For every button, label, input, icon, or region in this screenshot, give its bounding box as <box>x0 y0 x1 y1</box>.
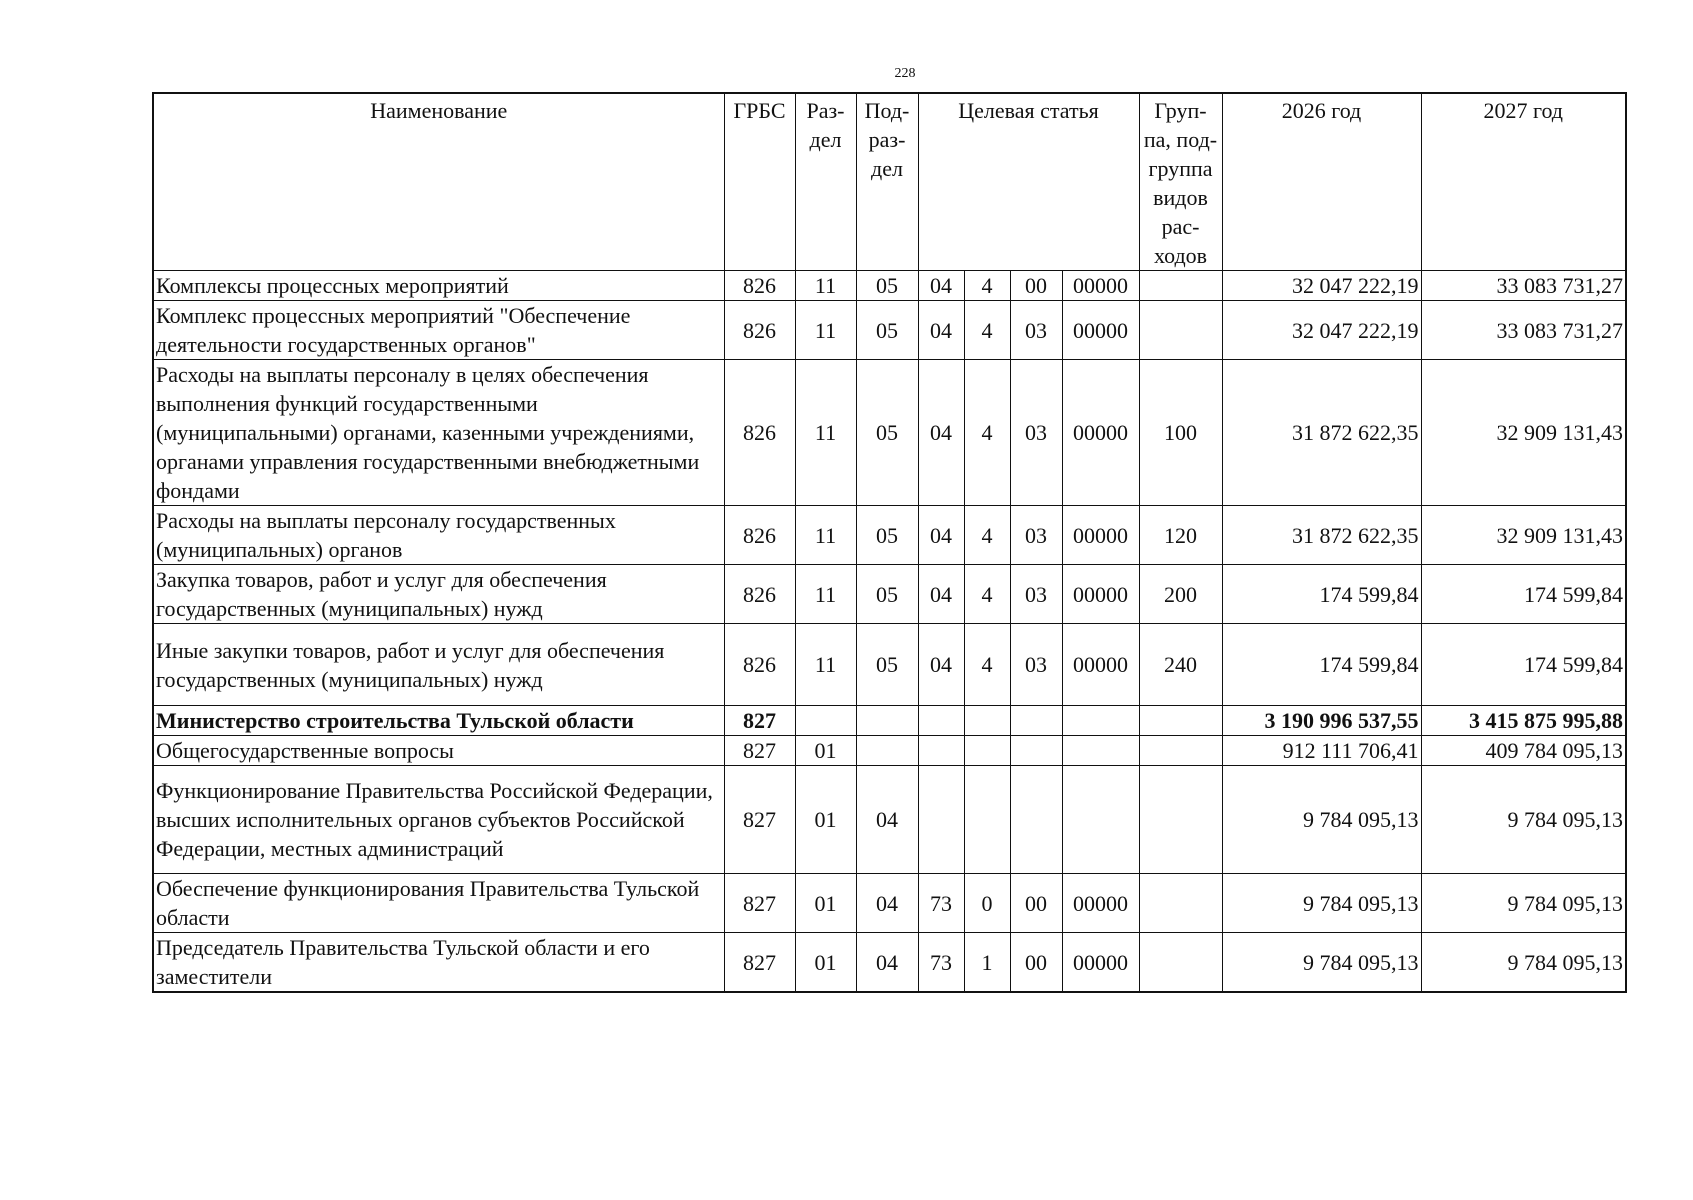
cell-expense-group <box>1139 706 1222 736</box>
cell-razdel <box>795 706 856 736</box>
header-razdel: Раз-дел <box>795 93 856 271</box>
cell-target-direction: 00000 <box>1062 506 1139 565</box>
cell-razdel: 01 <box>795 736 856 766</box>
cell-target-program <box>918 736 964 766</box>
cell-target-program: 04 <box>918 624 964 706</box>
cell-razdel: 11 <box>795 506 856 565</box>
cell-target-type <box>964 736 1010 766</box>
cell-name: Закупка товаров, работ и услуг для обеспечения государственных (муниципальных) нужд <box>153 565 724 624</box>
cell-target-program: 04 <box>918 271 964 301</box>
cell-podrazdel: 04 <box>856 933 918 993</box>
cell-target-direction: 00000 <box>1062 271 1139 301</box>
cell-amount-2027: 409 784 095,13 <box>1421 736 1626 766</box>
header-name: Наименование <box>153 93 724 271</box>
table-row <box>153 706 1626 736</box>
cell-razdel: 11 <box>795 271 856 301</box>
cell-name: Министерство строительства Тульской области <box>153 706 724 736</box>
cell-name: Функционирование Правительства Российской Федерации, высших исполнительных органов субъектов Российской Федерации, местных администраций <box>153 766 724 874</box>
table-row <box>153 506 1626 565</box>
cell-amount-2027: 9 784 095,13 <box>1421 933 1626 993</box>
cell-target-subprogram: 00 <box>1010 271 1062 301</box>
cell-grbs: 826 <box>724 301 795 360</box>
cell-expense-group <box>1139 736 1222 766</box>
cell-name: Комплексы процессных мероприятий <box>153 271 724 301</box>
cell-razdel: 11 <box>795 301 856 360</box>
cell-name: Иные закупки товаров, работ и услуг для обеспечения государственных (муниципальных) нужд <box>153 624 724 706</box>
header-year-2026: 2026 год <box>1222 93 1421 271</box>
cell-target-type <box>964 766 1010 874</box>
cell-amount-2026: 9 784 095,13 <box>1222 874 1421 933</box>
cell-amount-2027: 32 909 131,43 <box>1421 360 1626 506</box>
cell-name: Расходы на выплаты персоналу государственных (муниципальных) органов <box>153 506 724 565</box>
cell-amount-2027: 9 784 095,13 <box>1421 766 1626 874</box>
cell-target-direction: 00000 <box>1062 874 1139 933</box>
cell-razdel: 11 <box>795 624 856 706</box>
cell-expense-group: 100 <box>1139 360 1222 506</box>
cell-target-subprogram: 03 <box>1010 565 1062 624</box>
table-row <box>153 874 1626 933</box>
cell-grbs: 826 <box>724 360 795 506</box>
cell-target-program: 04 <box>918 565 964 624</box>
cell-target-program: 73 <box>918 933 964 993</box>
page-number: 228 <box>894 66 916 81</box>
header-year-2027: 2027 год <box>1421 93 1626 271</box>
cell-grbs: 826 <box>724 271 795 301</box>
cell-name: Расходы на выплаты персоналу в целях обеспечения выполнения функций государственными (муниципальными) органами, казенными учреждениями, органами управления государственными внебюджетными фондами <box>153 360 724 506</box>
cell-podrazdel: 05 <box>856 360 918 506</box>
cell-amount-2027: 33 083 731,27 <box>1421 271 1626 301</box>
table-row <box>153 271 1626 301</box>
cell-target-type: 4 <box>964 565 1010 624</box>
budget-table <box>152 92 1627 993</box>
cell-expense-group: 120 <box>1139 506 1222 565</box>
header-row <box>153 93 1626 271</box>
cell-expense-group <box>1139 271 1222 301</box>
cell-target-subprogram: 03 <box>1010 624 1062 706</box>
cell-amount-2027: 9 784 095,13 <box>1421 874 1626 933</box>
cell-target-type: 4 <box>964 301 1010 360</box>
cell-target-type: 0 <box>964 874 1010 933</box>
cell-target-program: 04 <box>918 360 964 506</box>
cell-grbs: 827 <box>724 766 795 874</box>
cell-podrazdel: 04 <box>856 874 918 933</box>
cell-razdel: 11 <box>795 565 856 624</box>
cell-target-direction: 00000 <box>1062 360 1139 506</box>
cell-amount-2027: 32 909 131,43 <box>1421 506 1626 565</box>
cell-expense-group: 200 <box>1139 565 1222 624</box>
cell-target-direction: 00000 <box>1062 624 1139 706</box>
cell-name: Общегосударственные вопросы <box>153 736 724 766</box>
table-body <box>153 271 1626 993</box>
cell-expense-group <box>1139 301 1222 360</box>
header-grbs: ГРБС <box>724 93 795 271</box>
cell-target-direction: 00000 <box>1062 301 1139 360</box>
cell-amount-2026: 9 784 095,13 <box>1222 766 1421 874</box>
cell-amount-2026: 174 599,84 <box>1222 565 1421 624</box>
cell-amount-2026: 32 047 222,19 <box>1222 271 1421 301</box>
cell-podrazdel <box>856 736 918 766</box>
cell-target-direction: 00000 <box>1062 565 1139 624</box>
cell-amount-2026: 912 111 706,41 <box>1222 736 1421 766</box>
cell-razdel: 01 <box>795 874 856 933</box>
cell-expense-group <box>1139 766 1222 874</box>
cell-razdel: 11 <box>795 360 856 506</box>
cell-target-direction <box>1062 706 1139 736</box>
cell-target-direction <box>1062 736 1139 766</box>
cell-target-program: 73 <box>918 874 964 933</box>
cell-target-subprogram: 00 <box>1010 933 1062 993</box>
header-target-article: Целевая статья <box>918 93 1139 271</box>
cell-amount-2027: 33 083 731,27 <box>1421 301 1626 360</box>
cell-name: Обеспечение функционирования Правительства Тульской области <box>153 874 724 933</box>
cell-target-program <box>918 706 964 736</box>
cell-expense-group <box>1139 874 1222 933</box>
cell-expense-group <box>1139 933 1222 993</box>
cell-podrazdel: 04 <box>856 766 918 874</box>
cell-podrazdel <box>856 706 918 736</box>
cell-grbs: 827 <box>724 736 795 766</box>
cell-grbs: 826 <box>724 506 795 565</box>
cell-target-subprogram: 03 <box>1010 301 1062 360</box>
cell-amount-2026: 3 190 996 537,55 <box>1222 706 1421 736</box>
table-row <box>153 360 1626 506</box>
cell-target-type: 4 <box>964 506 1010 565</box>
cell-target-subprogram: 03 <box>1010 506 1062 565</box>
cell-target-type <box>964 706 1010 736</box>
cell-target-subprogram <box>1010 706 1062 736</box>
cell-podrazdel: 05 <box>856 301 918 360</box>
cell-target-program: 04 <box>918 506 964 565</box>
cell-podrazdel: 05 <box>856 506 918 565</box>
cell-amount-2026: 31 872 622,35 <box>1222 506 1421 565</box>
cell-name: Председатель Правительства Тульской области и его заместители <box>153 933 724 993</box>
cell-grbs: 827 <box>724 706 795 736</box>
cell-name: Комплекс процессных мероприятий "Обеспечение деятельности государственных органов" <box>153 301 724 360</box>
cell-amount-2026: 32 047 222,19 <box>1222 301 1421 360</box>
table-row <box>153 736 1626 766</box>
cell-target-program <box>918 766 964 874</box>
cell-amount-2027: 174 599,84 <box>1421 624 1626 706</box>
cell-expense-group: 240 <box>1139 624 1222 706</box>
cell-target-program: 04 <box>918 301 964 360</box>
cell-amount-2026: 9 784 095,13 <box>1222 933 1421 993</box>
cell-podrazdel: 05 <box>856 565 918 624</box>
cell-target-type: 4 <box>964 360 1010 506</box>
cell-target-type: 1 <box>964 933 1010 993</box>
table-row <box>153 565 1626 624</box>
table-row <box>153 301 1626 360</box>
cell-razdel: 01 <box>795 933 856 993</box>
cell-target-direction <box>1062 766 1139 874</box>
cell-target-type: 4 <box>964 271 1010 301</box>
cell-target-subprogram: 00 <box>1010 874 1062 933</box>
table-row <box>153 933 1626 993</box>
cell-razdel: 01 <box>795 766 856 874</box>
cell-target-subprogram <box>1010 736 1062 766</box>
header-expense-group: Груп-па, под-группа видов рас-ходов <box>1139 93 1222 271</box>
header-podrazdel: Под-раз-дел <box>856 93 918 271</box>
cell-amount-2027: 174 599,84 <box>1421 565 1626 624</box>
cell-podrazdel: 05 <box>856 271 918 301</box>
cell-amount-2026: 31 872 622,35 <box>1222 360 1421 506</box>
cell-grbs: 826 <box>724 565 795 624</box>
cell-podrazdel: 05 <box>856 624 918 706</box>
cell-target-subprogram <box>1010 766 1062 874</box>
table-row <box>153 624 1626 706</box>
cell-grbs: 827 <box>724 874 795 933</box>
cell-target-type: 4 <box>964 624 1010 706</box>
cell-target-subprogram: 03 <box>1010 360 1062 506</box>
cell-amount-2027: 3 415 875 995,88 <box>1421 706 1626 736</box>
table-row <box>153 766 1626 874</box>
cell-grbs: 826 <box>724 624 795 706</box>
cell-grbs: 827 <box>724 933 795 993</box>
cell-target-direction: 00000 <box>1062 933 1139 993</box>
cell-amount-2026: 174 599,84 <box>1222 624 1421 706</box>
